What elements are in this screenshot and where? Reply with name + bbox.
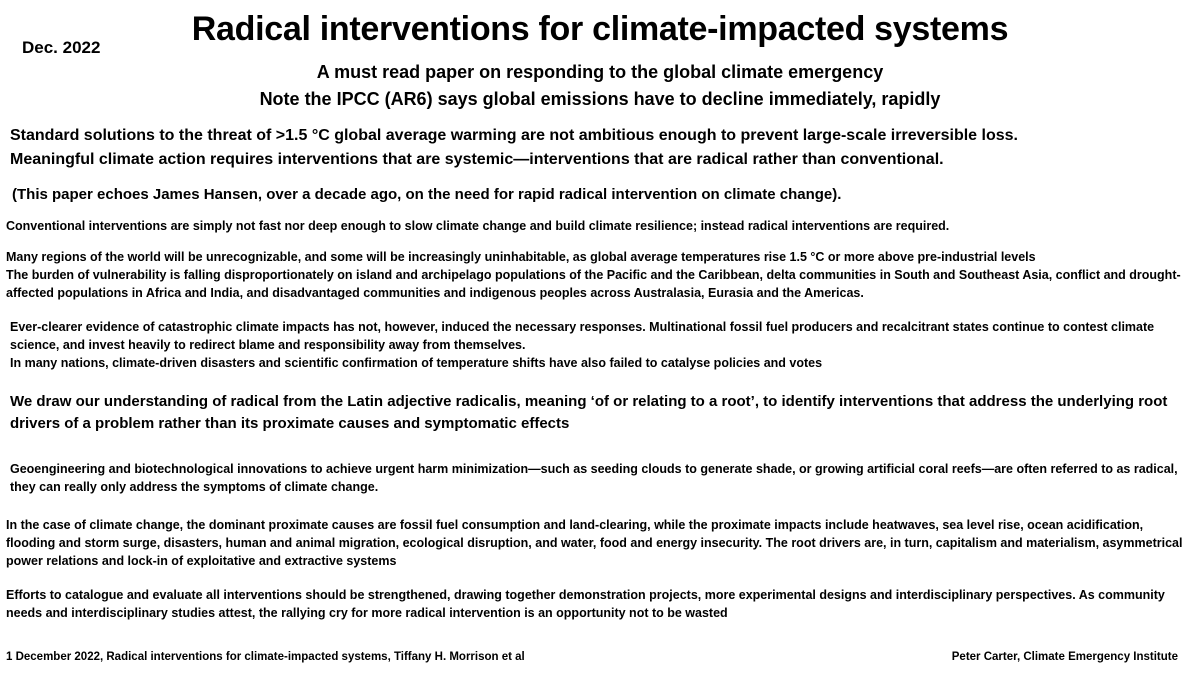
paragraph-efforts: Efforts to catalogue and evaluate all interventions should be strengthened, drawing together demonstration projects, more experimental designs and interdisciplinary perspectives. As community needs and interdisciplinary studies attest, the rallying cry for more radical intervention is an opportunity not to be wasted (6, 588, 1165, 620)
lead-line-standard-solutions: Standard solutions to the threat of >1.5 °C global average warming are not ambitious enough to prevent large-scale irreversible loss. (10, 127, 1018, 144)
paragraph-evidence (10, 318, 1198, 372)
hansen-note: (This paper echoes James Hansen, over a decade ago, on the need for rapid radical intervention on climate change). (12, 186, 842, 203)
footer-credit: Peter Carter, Climate Emergency Institute (951, 651, 1178, 663)
paragraph-climate-change-case: In the case of climate change, the dominant proximate causes are fossil fuel consumption and land-clearing, while the proximate impacts include heatwaves, sea level rise, ocean acidification, flooding and storm surge, disasters, human and animal migration, ecological disruption, and water, food and energy insecurity. The root drivers are, in turn, capitalism and materialism, asymmetrical power relations and lock-in of exploitative and extractive systems (6, 518, 1183, 568)
lead-line-meaningful-action: Meaningful climate action requires interventions that are systemic—interventions that are radical rather than conventional. (10, 151, 944, 168)
date-label: Dec. 2022 (22, 38, 101, 57)
paragraph-vulnerable-regions (6, 248, 1194, 302)
regions-line-unrecognizable: Many regions of the world will be unrecognizable, and some will be increasingly uninhabitable, as global average temperatures rise 1.5 °C or more above pre-industrial levels (6, 250, 1036, 264)
paragraph-geoengineering: Geoengineering and biotechnological innovations to achieve urgent harm minimization—such as seeding clouds to generate shade, or growing artificial coral reefs—are often referred to as radical, they can really only address the symptoms of climate change. (10, 462, 1178, 494)
evidence-line-catastrophic: Ever-clearer evidence of catastrophic climate impacts has not, however, induced the necessary responses. Multinational fossil fuel producers and recalcitrant states continue to contest climate science, and invest heavily to redirect blame and responsibility away from themselves. (10, 320, 1155, 352)
page-title: Radical interventions for climate-impacted systems (191, 10, 1009, 48)
evidence-line-nations: In many nations, climate-driven disasters and scientific confirmation of temperature shifts have also failed to catalyse policies and votes (10, 356, 823, 370)
paragraph-conventional-interventions: Conventional interventions are simply not fast nor deep enough to slow climate change and build climate resilience; instead radical interventions are required. (6, 219, 950, 233)
lead-paragraph (10, 124, 1195, 172)
subtitle-ipcc-note: Note the IPCC (AR6) says global emissions have to decline immediately, rapidly (259, 89, 941, 109)
footer-citation: 1 December 2022, Radical interventions for climate-impacted systems, Tiffany H. Morrison et al (6, 651, 525, 663)
paragraph-radical-definition: We draw our understanding of radical from the Latin adjective radicalis, meaning ‘of or relating to a root’, to identify interventions that address the underlying root drivers of a problem rather than its proximate causes and symptomatic effects (10, 393, 1168, 432)
subtitle-must-read: A must read paper on responding to the global climate emergency (316, 62, 884, 82)
regions-line-burden: The burden of vulnerability is falling disproportionately on island and archipelago populations of the Pacific and the Caribbean, delta communities in South and Southeast Asia, conflict and drought-affected populations in Africa and India, and disadvantaged communities and indigenous peoples across Australasia, Eurasia and the Americas. (6, 268, 1181, 300)
